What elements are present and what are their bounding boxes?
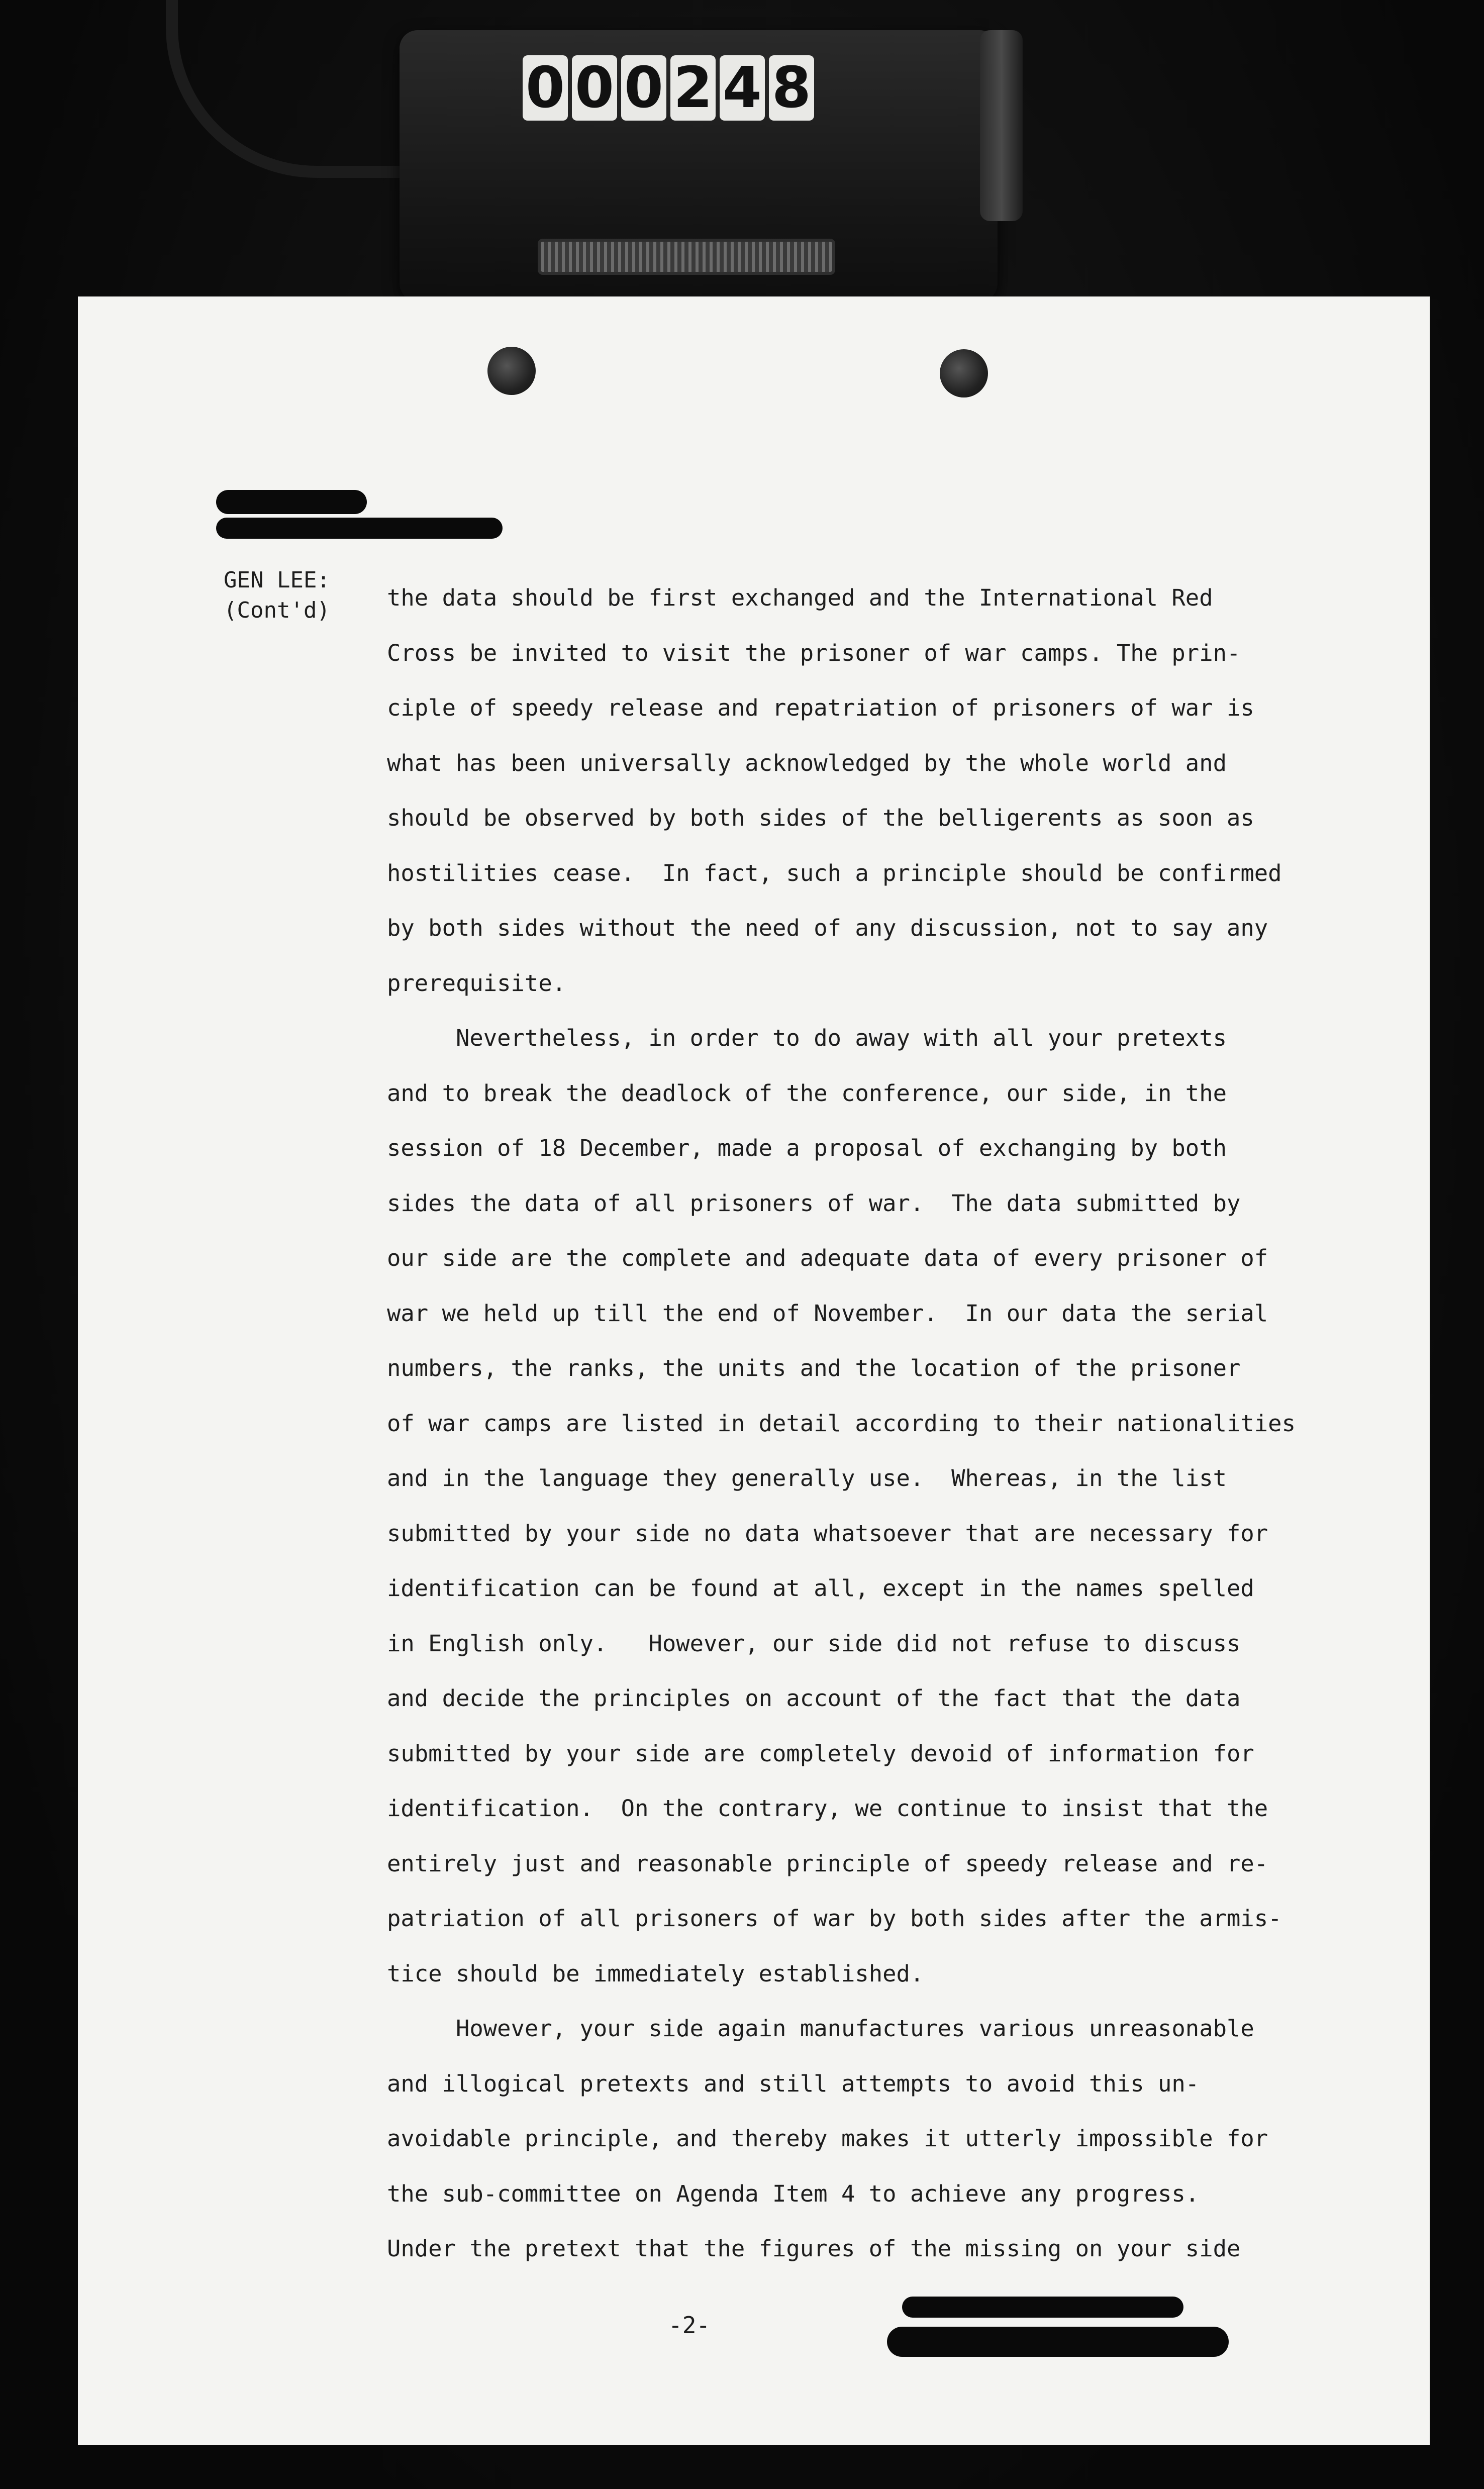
text-line: Nevertheless, in order to do away with all your pretexts [387, 1025, 1227, 1051]
text-line: submitted by your side no data whatsoever that are necessary for [387, 1520, 1268, 1547]
text-line: the data should be first exchanged and the International Red [387, 584, 1213, 611]
text-line: identification. On the contrary, we continue to insist that the [387, 1795, 1268, 1822]
page-number: -2- [668, 2312, 711, 2339]
counter-digit: 0 [523, 55, 568, 121]
frame-counter-digits [523, 55, 814, 121]
text-line: our side are the complete and adequate data of every prisoner of [387, 1245, 1268, 1271]
text-line: Under the pretext that the figures of the missing on your side [387, 2235, 1241, 2262]
counter-digit: 0 [572, 55, 617, 121]
text-line: patriation of all prisoners of war by both sides after the armis- [387, 1905, 1282, 1932]
text-line: by both sides without the need of any discussion, not to say any [387, 915, 1268, 941]
text-line: identification can be found at all, except in the names spelled [387, 1575, 1254, 1602]
text-line: and in the language they generally use. Whereas, in the list [387, 1465, 1227, 1491]
text-line: and illogical pretexts and still attempts to avoid this un- [387, 2070, 1200, 2097]
counter-digit: 0 [621, 55, 666, 121]
counter-knob [980, 30, 1023, 221]
text-line: ciple of speedy release and repatriation of prisoners of war is [387, 694, 1254, 721]
redaction-mark [216, 518, 503, 539]
punch-hole-left [487, 347, 536, 395]
speaker-label [224, 565, 330, 626]
text-line: and decide the principles on account of the fact that the data [387, 1685, 1241, 1712]
text-line: session of 18 December, made a proposal of exchanging by both [387, 1135, 1227, 1161]
text-line: submitted by your side are completely devoid of information for [387, 1740, 1254, 1767]
text-line: and to break the deadlock of the conference, our side, in the [387, 1079, 1227, 1107]
text-line: should be observed by both sides of the belligerents as soon as [387, 805, 1254, 831]
text-line: numbers, the ranks, the units and the location of the prisoner [387, 1355, 1241, 1381]
text-line: entirely just and reasonable principle of speedy release and re- [387, 1850, 1268, 1877]
text-line: in English only. However, our side did not refuse to discuss [387, 1630, 1241, 1657]
punch-hole-right [940, 349, 988, 397]
redaction-mark [216, 490, 367, 514]
counter-digit: 8 [769, 55, 814, 121]
speaker-name: GEN LEE: [224, 567, 330, 593]
counter-digit: 2 [670, 55, 716, 121]
text-line: hostilities cease. In fact, such a principle should be confirmed [387, 859, 1282, 886]
text-line: prerequisite. [387, 969, 566, 997]
text-line: sides the data of all prisoners of war. The data submitted by [387, 1189, 1241, 1217]
redaction-mark [902, 2297, 1183, 2318]
counter-digit: 4 [720, 55, 765, 121]
text-line: the sub-committee on Agenda Item 4 to achieve any progress. [387, 2180, 1200, 2207]
text-line: tice should be immediately established. [387, 1960, 924, 1987]
text-line: war we held up till the end of November. In our data the serial [387, 1300, 1268, 1327]
speaker-continued: (Cont'd) [224, 598, 330, 623]
text-line: what has been universally acknowledged by the whole world and [387, 749, 1227, 776]
text-line: However, your side again manufactures various unreasonable [387, 2015, 1254, 2042]
counter-vent [538, 239, 835, 275]
text-line: avoidable principle, and thereby makes it utterly impossible for [387, 2125, 1268, 2152]
text-line: Cross be invited to visit the prisoner of war camps. The prin- [387, 639, 1241, 666]
redaction-mark [887, 2327, 1229, 2357]
text-line: of war camps are listed in detail according to their nationalities [387, 1410, 1296, 1437]
document-body [387, 570, 1342, 2276]
